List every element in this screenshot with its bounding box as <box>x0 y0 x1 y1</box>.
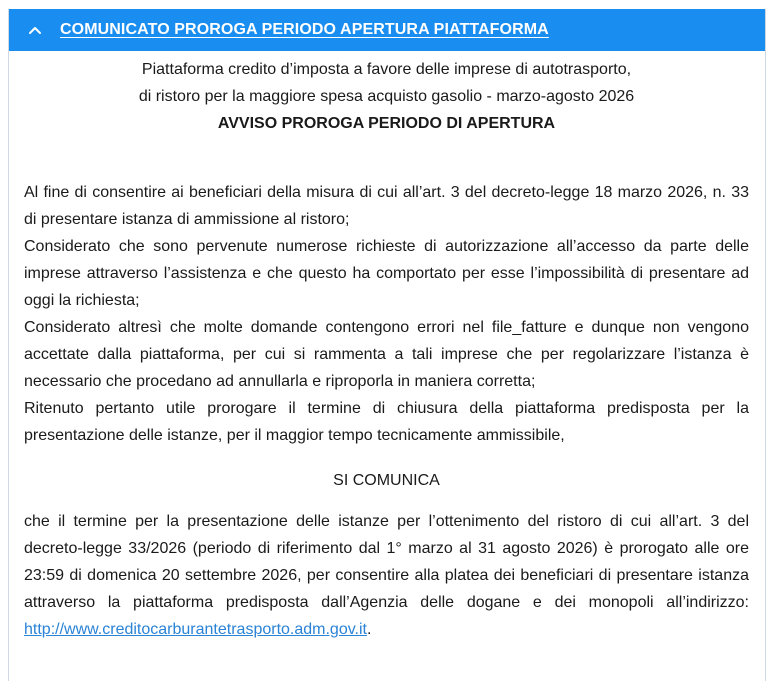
accordion-title[interactable]: COMUNICATO PROROGA PERIODO APERTURA PIATTAFORMA <box>60 21 549 38</box>
platform-link[interactable]: http://www.creditocarburantetrasporto.adm.gov.it <box>24 621 367 638</box>
si-comunica-heading: SI COMUNICA <box>333 472 440 489</box>
final-text: che il termine per la presentazione delle istanze per l’ottenimento del ristoro di cui all’art. 3 del decreto-legge 33/2026 (periodo di riferimento dal 1° marzo al 31 agosto 2026) è prorogato alle ore 23:59 di domenica 20 settembre 2026, per consentire alla platea dei beneficiari di presentare istanza attraverso la piattaforma predisposta dall’Agenzia delle dogane e dei monopoli all’indirizzo: <box>24 513 749 611</box>
spacer <box>24 137 749 179</box>
paragraph-1: Al fine di consentire ai beneficiari della misura di cui all’art. 3 del decreto-legge 18 marzo 2026, n. 33 di presentare istanza di ammissione al ristoro; <box>24 184 749 228</box>
paragraph-2: Considerato che sono pervenute numerose richieste di autorizzazione all’accesso da parte delle imprese attraverso l’assistenza e che questo ha comportato per esse l’impossibilità di presentare ad oggi la richiesta; <box>24 238 749 309</box>
subtitle-line-2: di ristoro per la maggiore spesa acquisto gasolio - marzo-agosto 2026 <box>138 88 635 105</box>
subtitle-line-1: Piattaforma credito d’imposta a favore delle imprese di autotrasporto, <box>141 61 632 78</box>
final-paragraph <box>24 508 749 643</box>
chevron-up-icon[interactable] <box>27 22 43 38</box>
paragraph-4: Ritenuto pertanto utile prorogare il termine di chiusura della piattaforma predisposta per la presentazione delle istanze, per il maggior tempo tecnicamente ammissibile, <box>24 400 749 444</box>
accordion-content <box>9 56 765 643</box>
final-suffix: . <box>366 621 372 638</box>
accordion-panel <box>8 9 766 681</box>
accordion-header[interactable] <box>9 9 765 51</box>
paragraph-3: Considerato altresì che molte domande contengono errori nel file_fatture e dunque non vengono accettate dalla piattaforma, per cui si rammenta a tali imprese che per regolarizzare l’istanza è necessario che procedano ad annullarla e riproporla in maniera corretta; <box>24 319 749 390</box>
notice-title: AVVISO PROROGA PERIODO DI APERTURA <box>217 115 556 132</box>
subtitle-block <box>24 56 749 137</box>
